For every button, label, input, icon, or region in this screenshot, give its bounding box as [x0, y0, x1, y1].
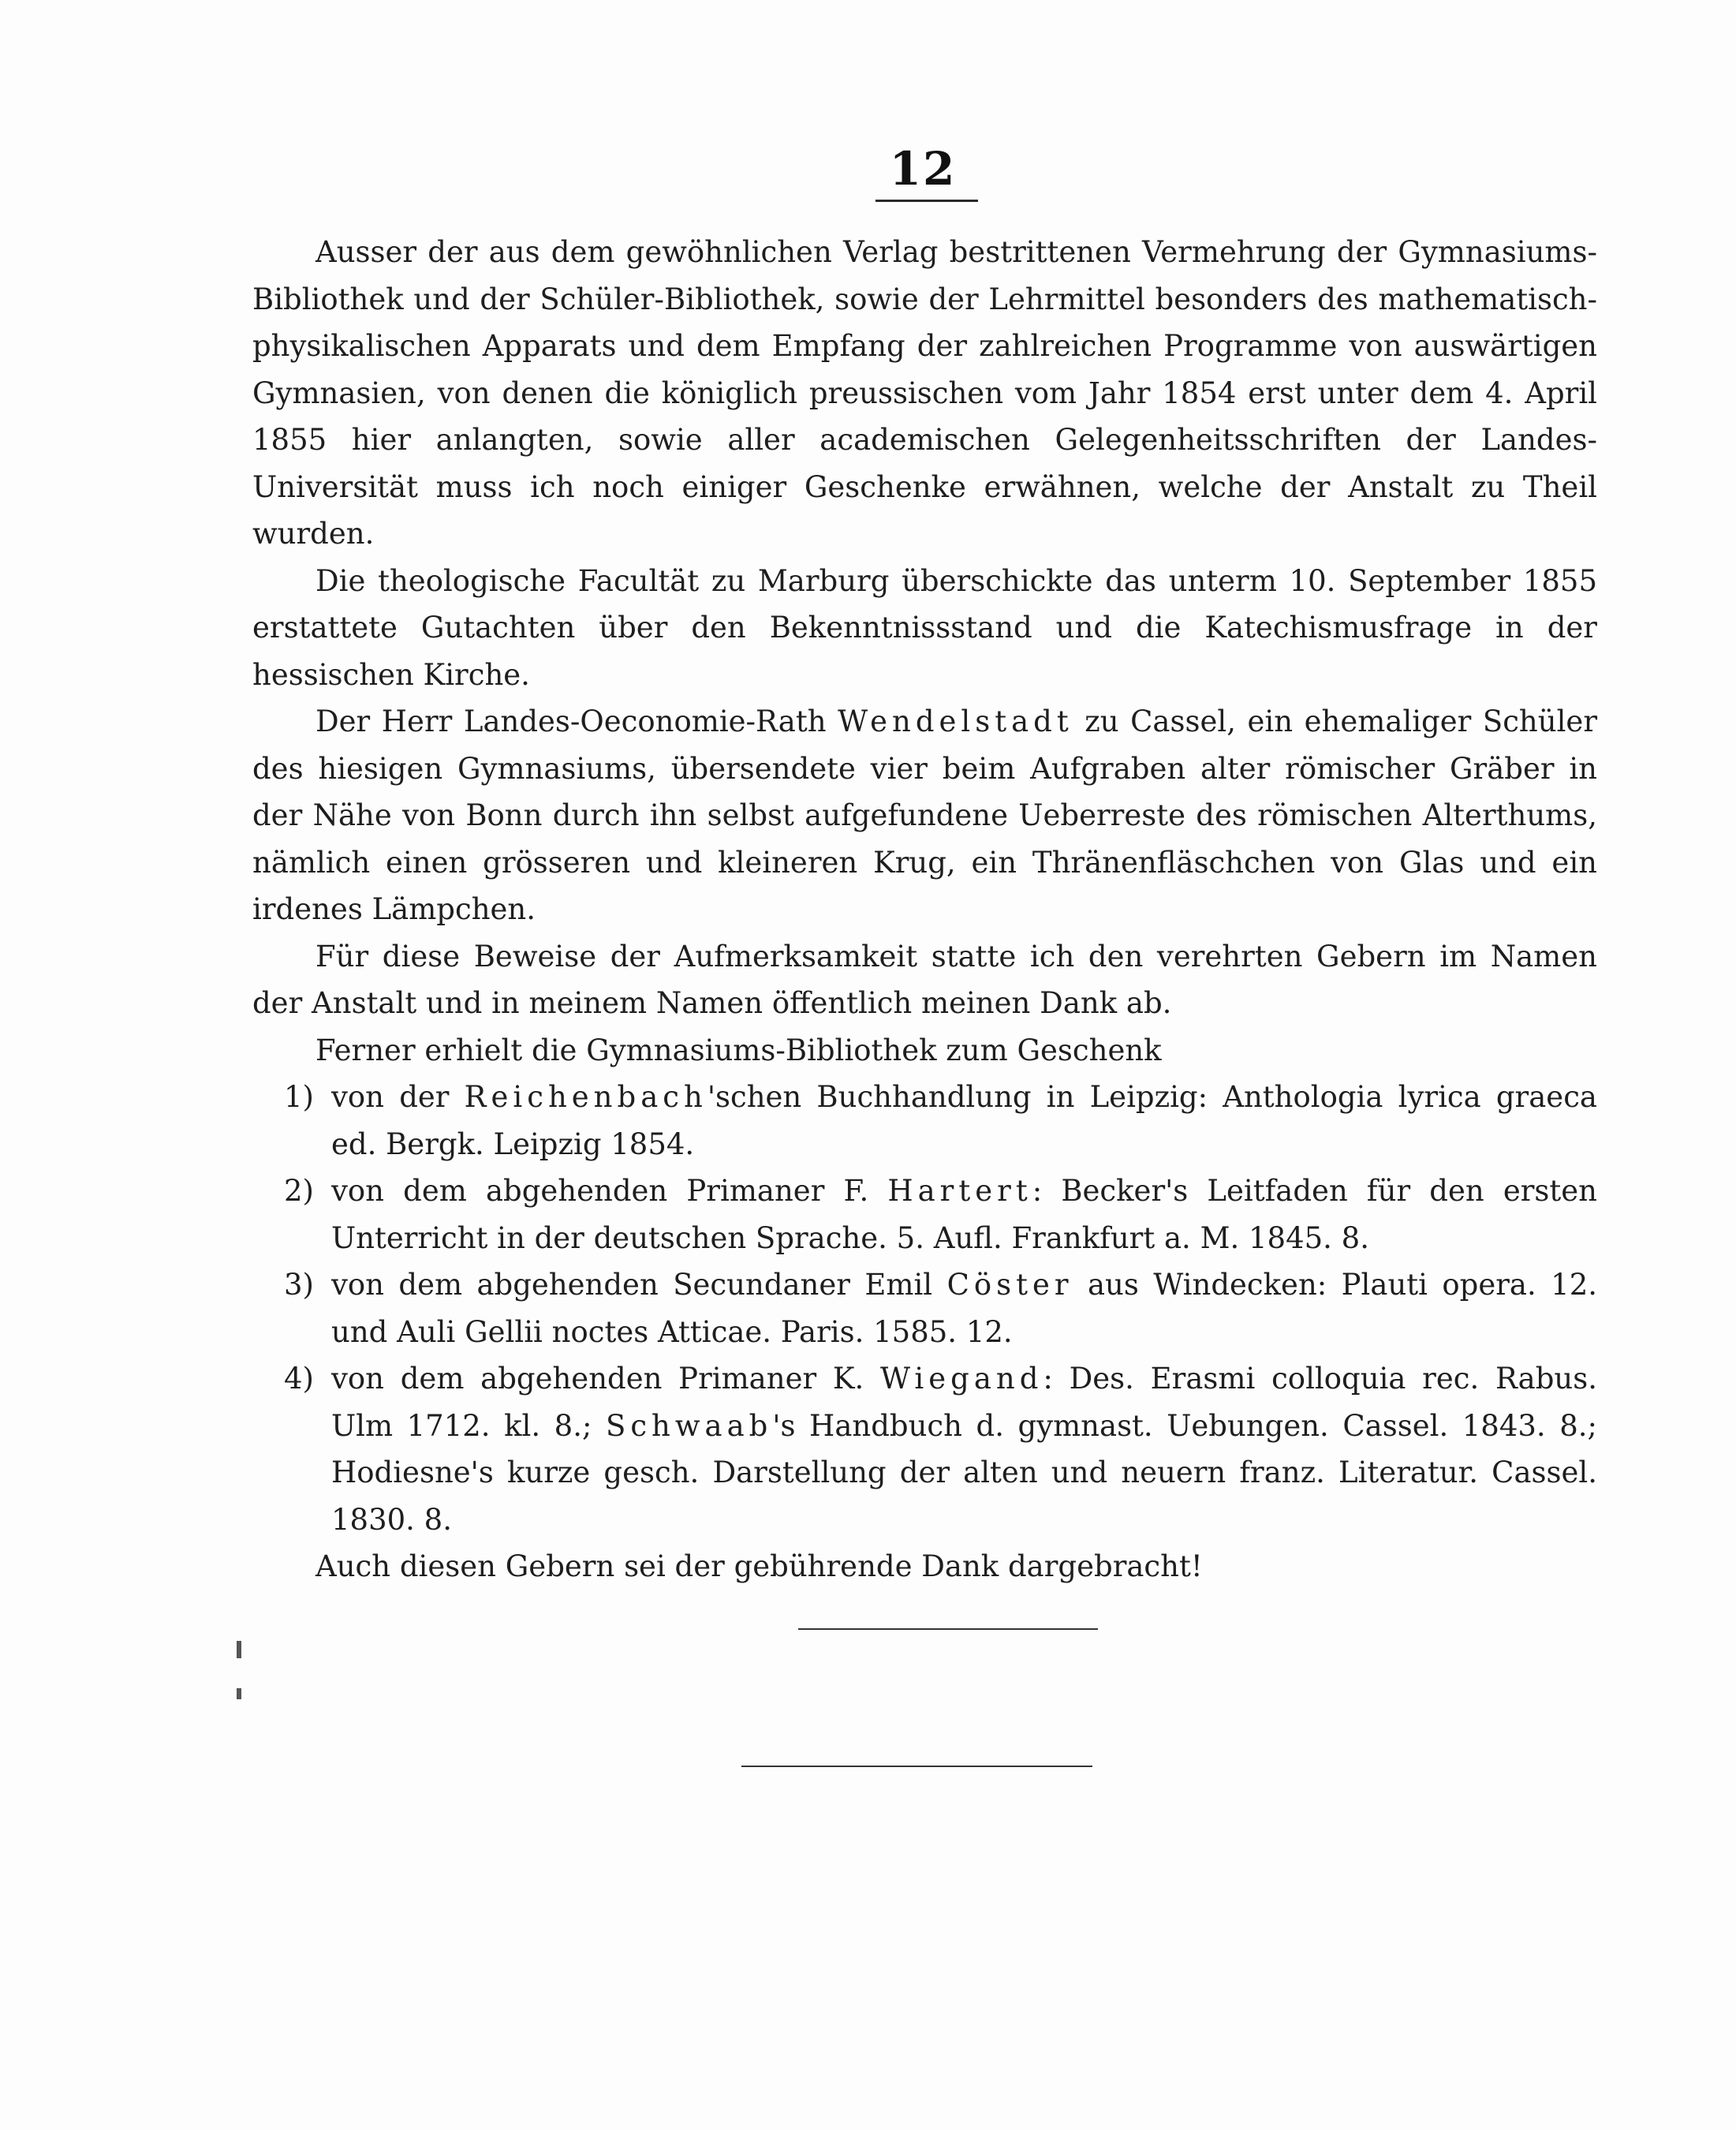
paragraph-1: Ausser der aus dem gewöhnlichen Verlag bestrittenen Vermehrung der Gymnasiums-Bibliothek und der Schüler-Bibliothek, sowie der Lehrmittel besonders des mathematisch-physikalischen Apparats und dem Empfang der zahlreichen Programme von auswärtigen Gymnasien, von denen die königlich preussischen vom Jahr 1854 erst unter dem 4. April 1855 hier anlangten, sowie aller academischen Gelegenheitsschriften der Landes-Universität muss ich noch einiger Geschenke erwähnen, welche der Anstalt zu Theil wurden.: [252, 235, 1597, 551]
list-item: [252, 1074, 1597, 1168]
paragraph-3: [252, 698, 1597, 933]
list-item-text: 'schen Buchhandlung in Leipzig: Anthologia lyrica graeca ed. Bergk. Leipzig 1854.: [331, 1080, 1597, 1161]
closing-line: Auch diesen Gebern sei der gebührende Dank dargebracht!: [315, 1549, 1203, 1583]
list-item-text: von dem abgehenden Primaner K.: [331, 1362, 881, 1396]
header-rule: [875, 200, 978, 202]
paragraph-4: Für diese Beweise der Aufmerksamkeit statte ich den verehrten Gebern im Namen der Anstalt und in meinem Namen öffentlich meinen Dank ab.: [252, 939, 1597, 1020]
scan-mark: [237, 1688, 241, 1699]
list-item-donor: Cöster: [946, 1268, 1073, 1302]
separator-rule: [798, 1628, 1098, 1630]
list-number: 3): [284, 1268, 314, 1302]
list-item-text: : Des. Erasmi colloquia rec. Rabus. Ulm 1712. kl. 8.;: [331, 1362, 1597, 1443]
list-number: 2): [284, 1174, 314, 1208]
bottom-rule: [741, 1766, 1092, 1767]
list-item-text: : Becker's Leitfaden für den ersten Unterricht in der deutschen Sprache. 5. Aufl. Frankfurt a. M. 1845. 8.: [331, 1174, 1597, 1255]
body-text: [252, 229, 1597, 1590]
list-item-author: Schwaab: [605, 1408, 773, 1443]
list-item-text: von der: [331, 1080, 465, 1114]
paragraph-3-before: Der Herr Landes-Oeconomie-Rath: [315, 704, 838, 738]
list-item-donor: Hartert: [887, 1174, 1032, 1208]
page-number: 12: [889, 142, 957, 196]
paragraph-5: Ferner erhielt die Gymnasiums-Bibliothek zum Geschenk: [315, 1033, 1162, 1067]
list-item-text: 's Handbuch d. gymnast. Uebungen. Cassel. 1843. 8.; Hodiesne's kurze gesch. Darstellung der alten und neuern franz. Literatur. Cassel. 1830. 8.: [331, 1408, 1597, 1537]
list-item-donor: Wiegand: [880, 1362, 1043, 1396]
paragraph-3-name: Wendelstadt: [838, 704, 1073, 738]
list-item: [252, 1355, 1597, 1543]
list-number: 1): [284, 1080, 314, 1114]
list-item-text: von dem abgehenden Primaner F.: [331, 1174, 888, 1208]
list-item-text: von dem abgehenden Secundaner Emil: [331, 1268, 947, 1302]
scan-mark: [237, 1641, 241, 1658]
list-item: [252, 1168, 1597, 1261]
list-item: [252, 1261, 1597, 1355]
paragraph-2: Die theologische Facultät zu Marburg überschickte das unterm 10. September 1855 erstattete Gutachten über den Bekenntnissstand und die Katechismusfrage in der hessischen Kirche.: [252, 563, 1597, 692]
list-item-donor: Reichenbach: [464, 1080, 707, 1114]
list-number: 4): [284, 1362, 314, 1396]
list-item-text: aus Windecken: Plauti opera. 12. und Auli Gellii noctes Atticae. Paris. 1585. 12.: [331, 1268, 1597, 1349]
paragraph-3-after: zu Cassel, ein ehemaliger Schüler des hiesigen Gymnasiums, übersendete vier beim Aufgraben alter römischer Gräber in der Nähe von Bonn durch ihn selbst aufgefundene Ueberreste des römischen Alterthums, nämlich einen grösseren und kleineren Krug, ein Thränenfläschchen von Glas und ein irdenes Lämpchen.: [252, 704, 1598, 926]
